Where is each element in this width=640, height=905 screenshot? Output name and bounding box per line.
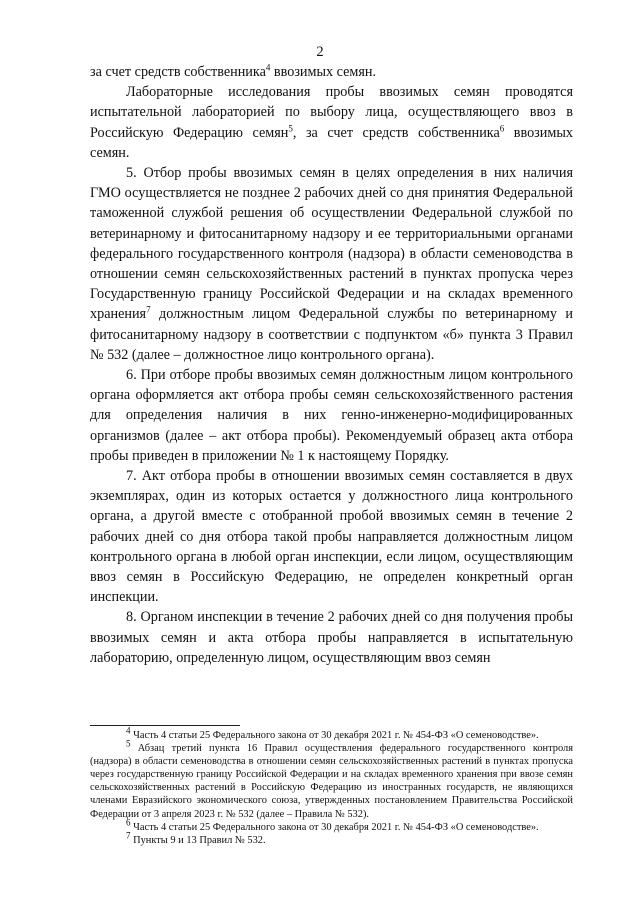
footnote-4: $^4$ Часть 4 статьи 25 Федерального закона от 30 декабря 2021 г. № 454-ФЗ «О семеноводстве». (126, 725, 539, 741)
footnote-7: $^7$ Пункты 9 и 13 Правил № 532. (126, 830, 266, 846)
page-number: 2 (316, 44, 324, 60)
footnote-divider (90, 725, 240, 726)
footnote-5: $^5$ Абзац третий пункта 16 Правил осуществления федерального государственного контроля (надзора) в области семеноводства в отношении семян сельскохозяйственных растений в пунктах пропуска через государственную границу Российской Федерации и на складах временного хранения при ввозе семян сельскохозяйственных растений в Российскую Федерацию из иностранных государств, не являющихся членами Евразийского экономического союза, утвержденных постановлением Правительства Российской Федерации от 3 апреля 2023 г. № 532 (далее – Правила № 532). (90, 738, 573, 820)
paragraph-item-5: 5. Отбор пробы ввозимых семян в целях определения в них наличия ГМО осуществляется не позднее 2 рабочих дней со дня принятия Федеральной таможенной службой решения об осуществлении Федеральной службой по ветеринарному и фитосанитарному надзору и ее территориальными органами федерального государственного контроля (надзора) в области семеноводства в отношении семян сельскохозяйственных растений в пунктах пропуска через Государственную границу Российской Федерации и на складах временного хранения$^7$ должностным лицом Федеральной службы по ветеринарному и фитосанитарному надзору в соответствии с подпунктом «б» пункта 3 Правил № 532 (далее – должностное лицо контрольного органа). (90, 165, 573, 363)
paragraph-continuation: за счет средств собственника$^4$ ввозимых семян. (90, 62, 377, 80)
footnotes (90, 725, 573, 847)
paragraph-item-6: 6. При отборе пробы ввозимых семян должностным лицом контрольного органа оформляется акт отбора пробы семян сельскохозяйственного растения для определения наличия в них генно-инженерно-модифицированных организмов (далее – акт отбора пробы). Рекомендуемый образец акта отбора пробы приведен в приложении № 1 к настоящему Порядку. (90, 367, 573, 464)
paragraph-item-8: 8. Органом инспекции в течение 2 рабочих дней со дня получения пробы ввозимых семян и акта отбора пробы направляется в испытательную лабораторию, определенную лицом, осуществляющим ввоз семян (90, 609, 573, 666)
footnote-ref: 5 (288, 122, 293, 133)
footnote-6: $^6$ Часть 4 статьи 25 Федерального закона от 30 декабря 2021 г. № 454-ФЗ «О семеноводстве». (126, 817, 539, 833)
footnote-ref: 6 (499, 122, 505, 133)
footnote-ref: 7 (146, 304, 151, 315)
paragraph-lab-research: Лабораторные исследования пробы ввозимых семян проводятся испытательной лабораторией по выбору лица, осуществляющего ввоз в Российскую Федерацию семян$^5$, за счет средств собственника$^6$ ввозимых семян. (90, 84, 573, 161)
footnote-ref: 4 (265, 62, 271, 73)
paragraph-item-7: 7. Акт отбора пробы в отношении ввозимых семян составляется в двух экземплярах, один из которых остается у должностного лица контрольного органа, а другой вместе с отобранной пробой ввозимых семян в течение 2 рабочих дней со дня отбора такой пробы направляется должностным лицом контрольного органа в любой орган инспекции, если лицом, осуществляющим ввоз семян в Российскую Федерацию, не определен конкретный орган инспекции. (90, 468, 573, 606)
body-text (90, 62, 573, 668)
